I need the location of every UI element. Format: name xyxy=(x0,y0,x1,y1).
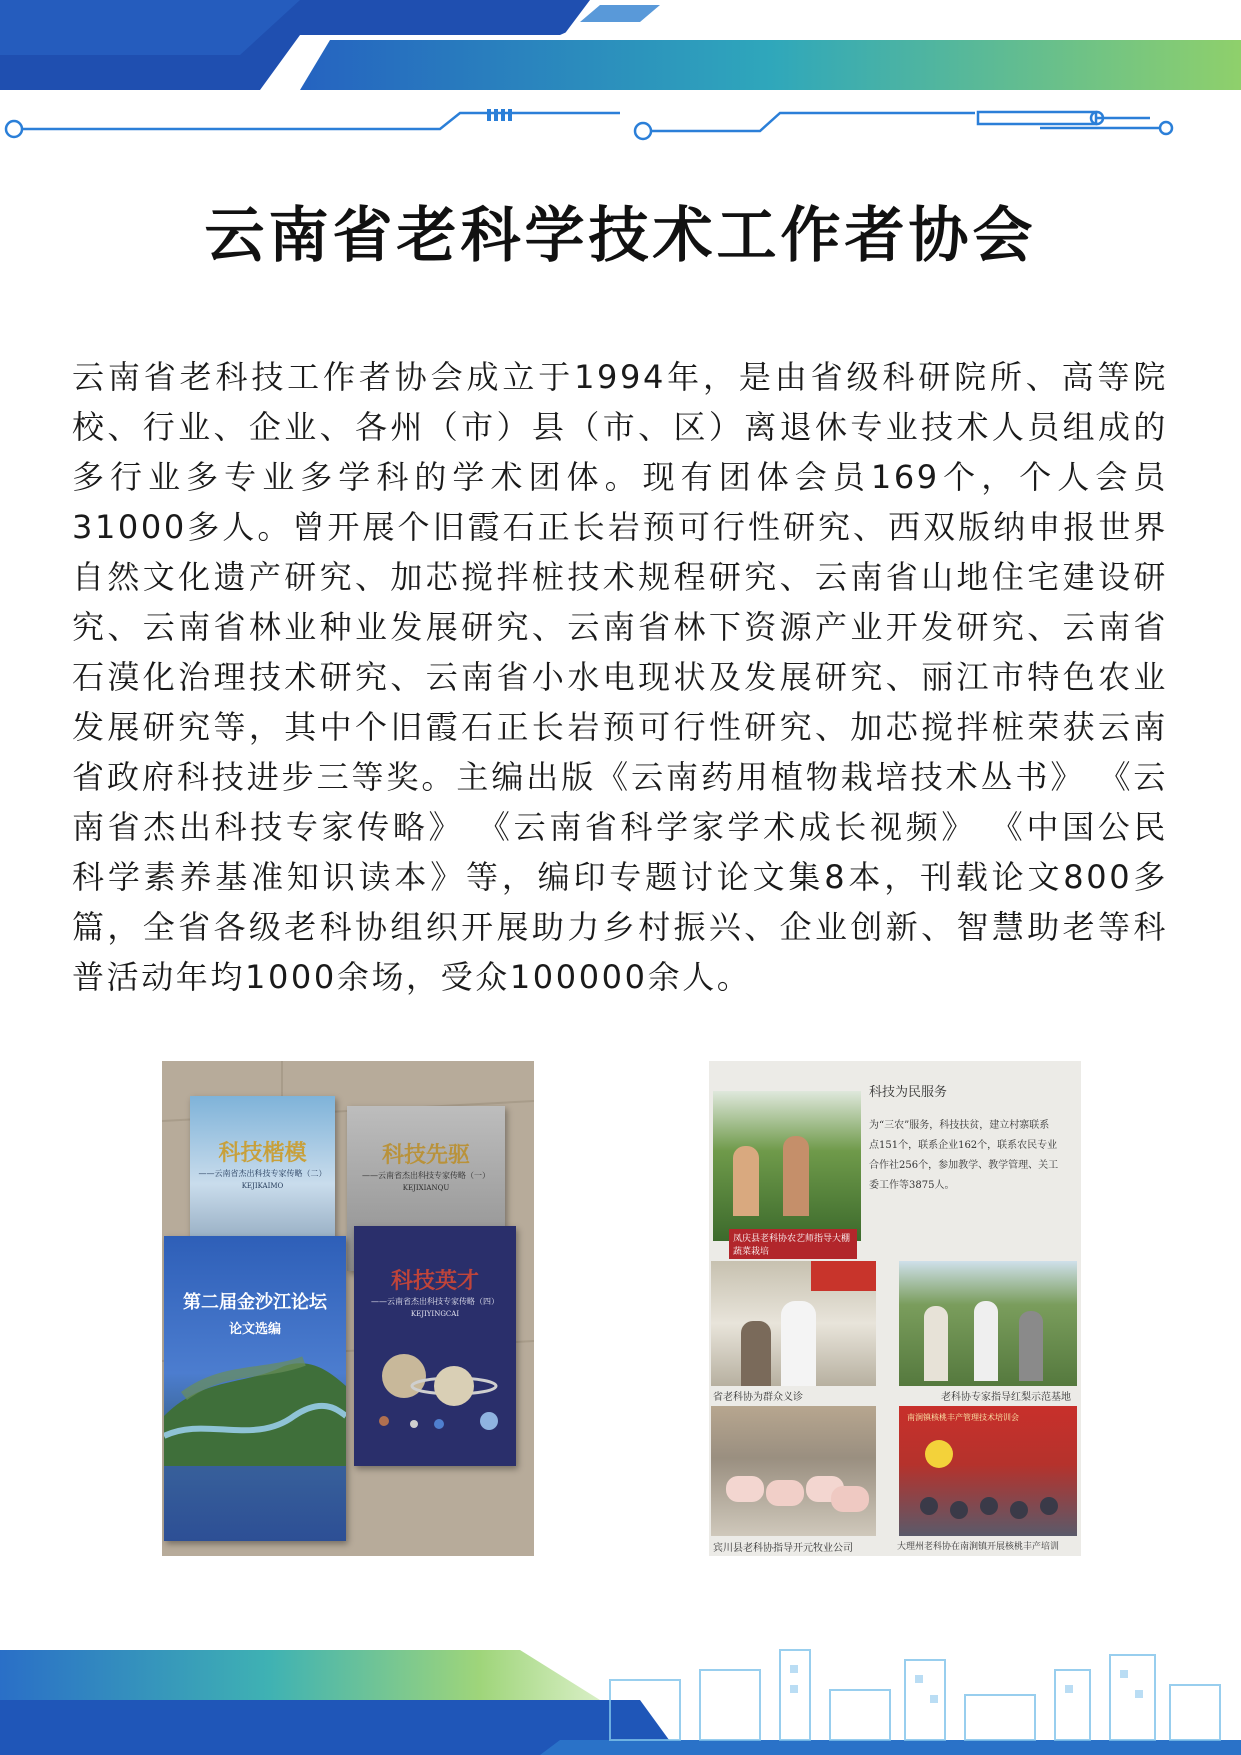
book2-pinyin: KEJIXIANQU xyxy=(402,1184,450,1192)
caption-orchard: 老科协专家指导红梨示范基地 xyxy=(941,1392,1071,1403)
header-decoration xyxy=(0,0,1241,150)
brochure-heading: 科技为民服务 xyxy=(869,1085,948,1100)
book4-title: 科技英才 xyxy=(390,1268,479,1294)
book1-pinyin: KEJIKAIMO xyxy=(241,1182,284,1190)
book-kejiyingcai xyxy=(354,1226,516,1466)
pig-farm-photo xyxy=(711,1406,876,1536)
greenhouse-photo xyxy=(713,1091,861,1241)
orchard-photo xyxy=(899,1261,1077,1386)
caption-training: 大理州老科协在南涧镇开展核桃丰产培训 xyxy=(897,1542,1060,1552)
book1-title: 科技楷模 xyxy=(218,1140,307,1166)
book2-title: 科技先驱 xyxy=(381,1142,470,1168)
caption-pig-farm: 宾川县老科协指导开元牧业公司 xyxy=(713,1543,853,1554)
brochure-photo xyxy=(709,1061,1081,1556)
caption-clinic: 省老科协为群众义诊 xyxy=(713,1392,803,1403)
training-banner: 南涧镇核桃丰产管理技术培训会 xyxy=(907,1413,1019,1422)
caption-greenhouse: 凤庆县老科协农艺师指导大棚蔬菜栽培 xyxy=(729,1229,857,1259)
book1-subtitle: ——云南省杰出科技专家传略（二） xyxy=(198,1169,327,1178)
book-kejikaimo xyxy=(190,1096,335,1256)
intro-paragraph: 云南省老科技工作者协会成立于1994年，是由省级科研院所、高等院校、行业、企业、各州（市）县（市、区）离退休专业技术人员组成的多行业多专业多学科的学术团体。现有团体会员169个，个人会员31000多人。曾开展个旧霞石正长岩预可行性研究、西双版纳申报世界自然文化遗产研究、加芯搅拌桩技术规程研究、云南省山地住宅建设研究、云南省林业种业发展研究、云南省林下资源产业开发研究、云南省石漠化治理技术研究、云南省小水电现状及发展研究、丽江市特色农业发展研究等，其中个旧霞石正长岩预可行性研究、加芯搅拌桩荣获云南省政府科技进步三等奖。主编出版《云南药用植物栽培技术丛书》 《云南省杰出科技专家传略》 《云南省科学家学术成长视频》 《中国公民科学素养基准知识读本》等，编印专题讨论文集8本，刊载论文800多篇，全省各级老科协组织开展助力乡村振兴、企业创新、智慧助老等科普活动年均1000余场，受众100000余人。 xyxy=(72,358,1168,996)
brochure-text: 为“三农”服务，科技扶贫，建立村寨联系点151个，联系企业162个，联系农民专业合作社256个，参加教学、教学管理、关工委工作等3875人。 xyxy=(869,1120,1059,1191)
book4-subtitle: ——云南省杰出科技专家传略（四） xyxy=(371,1297,499,1306)
book3-title: 第二届金沙江论坛 xyxy=(183,1292,327,1313)
training-photo xyxy=(899,1406,1077,1536)
footer-decoration xyxy=(0,1640,1241,1755)
books-photo xyxy=(162,1061,534,1556)
book-jinshajiang-forum xyxy=(164,1236,346,1541)
book4-pinyin: KEJIYINGCAI xyxy=(410,1310,460,1318)
clinic-photo xyxy=(711,1261,876,1386)
book3-subtitle: 论文选编 xyxy=(228,1322,281,1337)
book4-planets-image xyxy=(354,1336,516,1456)
book3-river-image xyxy=(164,1356,346,1466)
book2-subtitle: ——云南省杰出科技专家传略（一） xyxy=(362,1171,490,1180)
page-title: 云南省老科学技术工作者协会 xyxy=(204,201,1037,271)
